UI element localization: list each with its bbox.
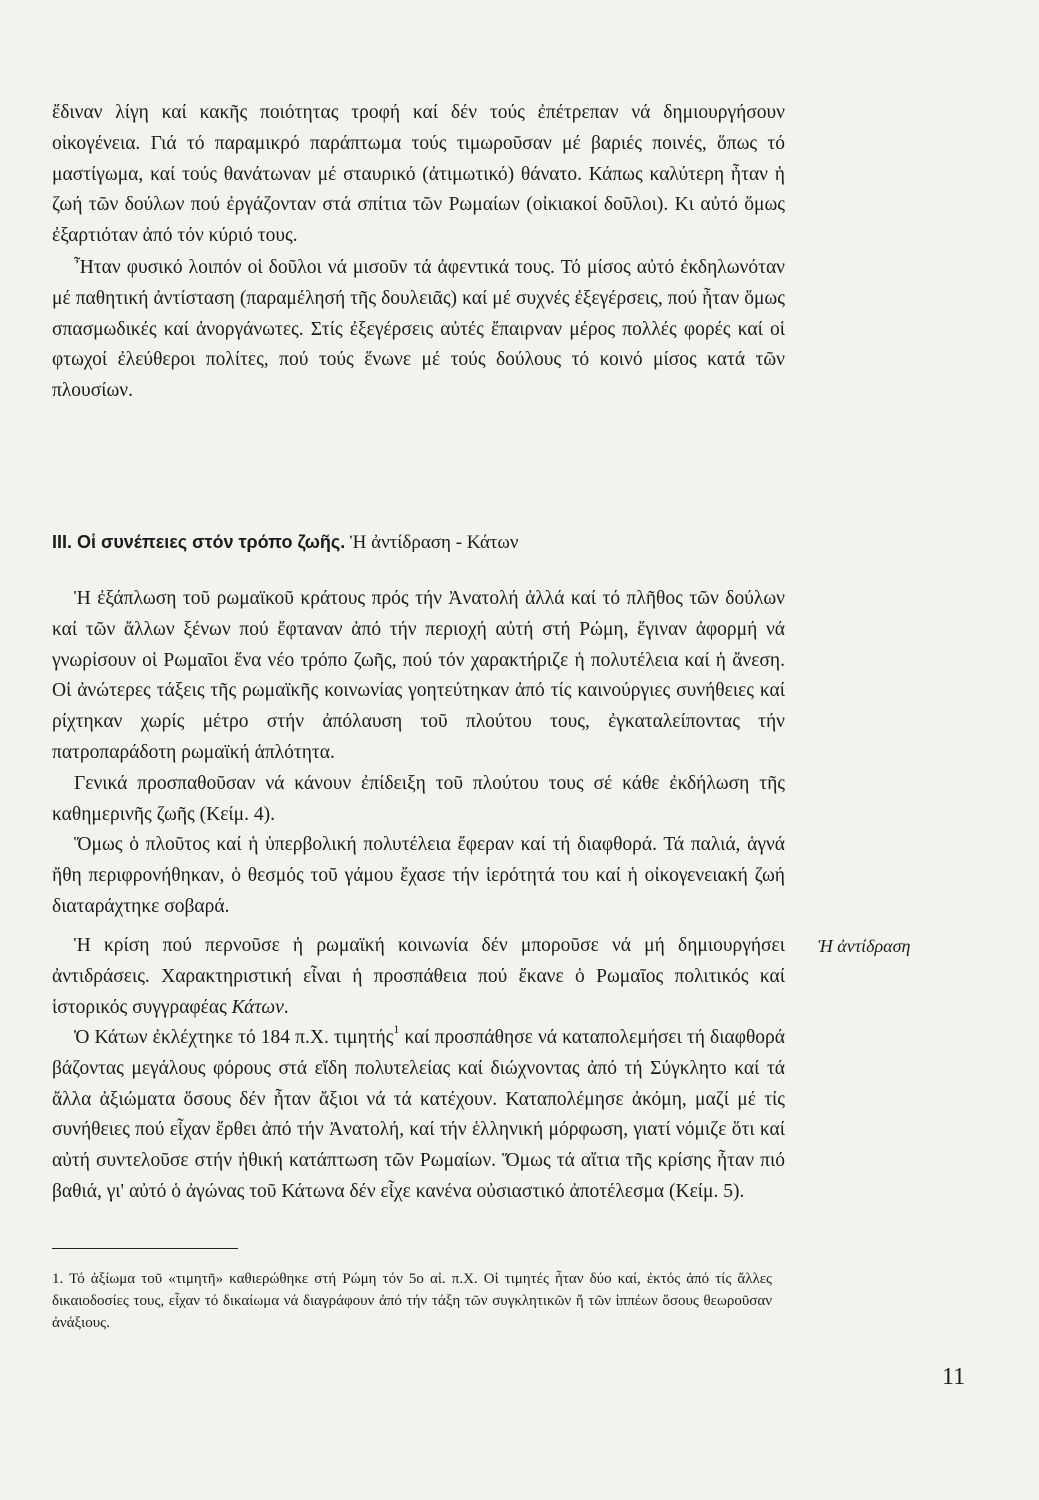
cato-text-rest: καί προσπάθησε νά καταπολεμήσει τή διαφθορά βάζοντας μεγάλους φόρους στά εἴδη πολυτελείας καί διώχνοντας ἀπό τή Σύγκλητο καί τά ἄλλα ἀξιώματα ὅσους δέν ἦταν ἄξιοι νά τά κατέχουν. Καταπολέμησε ἀκόμη, μαζί μέ τίς συνήθειες πού εἶχαν ἔρθει ἀπό τήν Ἀνατολή, καί τήν ἑλληνική μόρφωση, γιατί νόμιζε ὅτι καί αὐτή συντελοῦσε στήν ἠθική κατάπτωση τῶν Ρωμαίων. Ὅμως τά αἴτια τῆς κρίσης ἦταν πιό βαθιά, γι' αὐτό ὁ ἀγώνας τοῦ Κάτωνα δέν εἶχε κανένα οὐσιαστικό ἀποτέλεσμα (Κείμ. 5). xyxy=(52,1027,786,1202)
footnote xyxy=(52,1268,772,1334)
section-heading-rest: Ἡ ἀντίδραση - Κάτων xyxy=(345,532,519,553)
cato-name: Κάτων xyxy=(231,996,284,1018)
footnote-divider xyxy=(52,1248,238,1249)
footnote-text: Τό ἀξίωμα τοῦ «τιμητῆ» καθιερώθηκε στή Ρώμη τόν 5ο αἰ. π.Χ. Οἱ τιμητές ἦταν δύο καί, ἐκτός ἀπό τίς ἄλλες δικαιοδοσίες τους, εἶχαν τό δικαίωμα νά διαγράφουν ἀπό τήν τάξη τῶν συγκλητικῶν ἤ τῶν ἱππέων ὅσους θεωροῦσαν ἀνάξιους. xyxy=(52,1271,772,1331)
paragraph-corruption: Ὅμως ὁ πλοῦτος καί ἡ ὑπερβολική πολυτέλεια ἔφεραν καί τή διαφθορά. Τά παλιά, ἁγνά ἤθη περιφρονήθηκαν, ὁ θεσμός τοῦ γάμου ἔχασε τήν ἱερότητά του καί ἡ οἰκογενειακή ζωή διαταράχτηκε σοβαρά. xyxy=(52,834,785,917)
cato-text-start: Ὁ Κάτων ἐκλέχτηκε τό 184 π.Χ. τιμητής xyxy=(74,1027,394,1048)
margin-note: Ἡ ἀντίδραση xyxy=(818,936,911,956)
page-number: 11 xyxy=(942,1364,966,1390)
footnote-number: 1. xyxy=(52,1271,64,1287)
paragraph-display-wealth: Γενικά προσπαθοῦσαν νά κάνουν ἐπίδειξη τοῦ πλούτου τους σέ κάθε ἐκδήλωση τῆς καθημερινῆς ζωῆς (Κείμ. 4). xyxy=(52,773,785,825)
paragraph-slaves-treatment: ἔδιναν λίγη καί κακῆς ποιότητας τροφή καί δέν τούς ἐπέτρεπαν νά δημιουργήσουν οἰκογένεια. Γιά τό παραμικρό παράπτωμα τούς τιμωροῦσαν μέ βαριές ποινές, ὅπως τό μαστίγωμα, καί τούς θανάτωναν μέ σταυρικό (ἀτιμωτικό) θάνατο. Κάπως καλύτερη ἦταν ἡ ζωή τῶν δούλων πού ἐργάζονταν στά σπίτια τῶν Ρωμαίων (οἰκιακοί δοῦλοι). Κι αὐτό ὅμως ἐξαρτιόταν ἀπό τόν κύριό τους. xyxy=(52,102,785,247)
paragraph-cato xyxy=(52,1023,785,1208)
reaction-text: Ἡ κρίση πού περνοῦσε ἡ ρωμαϊκή κοινωνία δέν μποροῦσε νά μή δημιουργήσει ἀντιδράσεις. Χαρακτηριστική εἶναι ἡ προσπάθεια πού ἔκανε ὁ Ρωμαῖος πολιτικός καί ἱστορικός συγγραφέας xyxy=(52,935,785,1018)
paragraph-expansion: Ἡ ἐξάπλωση τοῦ ρωμαϊκοῦ κράτους πρός τήν Ἀνατολή ἀλλά καί τό πλῆθος τῶν δούλων καί τῶν ἄλλων ξένων πού ἔφταναν ἀπό τήν περιοχή αὐτή στή Ρώμη, ἔγιναν ἀφορμή νά γνωρίσουν οἱ Ρωμαῖοι ἕνα νέο τρόπο ζωῆς, πού τόν χαρακτήριζε ἡ πολυτέλεια καί ἡ ἄνεση. Οἱ ἀνώτερες τάξεις τῆς ρωμαϊκῆς κοινωνίας γοητεύτηκαν ἀπό τίς καινούργιες συνήθειες καί ρίχτηκαν χωρίς μέτρο στήν ἀπόλαυση τοῦ πλούτου τους, ἐγκαταλείποντας τήν πατροπαράδοτη ρωμαϊκή ἁπλότητα. xyxy=(52,588,785,763)
section-heading xyxy=(52,528,785,557)
section-heading-number: III. Οἱ συνέπειες στόν τρόπο ζωῆς. xyxy=(52,532,346,552)
footnote-ref: 1 xyxy=(393,1022,400,1036)
reaction-end: . xyxy=(283,996,289,1018)
paragraph-slaves-hatred: Ἦταν φυσικό λοιπόν οἱ δοῦλοι νά μισοῦν τά ἀφεντικά τους. Τό μίσος αὐτό ἐκδηλωνόταν μέ παθητική ἀντίσταση (παραμέλησή τῆς δουλειᾶς) καί μέ συχνές ἐξεγέρσεις, πού ἦταν ὅμως σπασμωδικές καί ἀνοργάνωτες. Στίς ἐξεγέρσεις αὐτές ἔπαιρναν μέρος πολλές φορές καί οἱ φτωχοί ἐλεύθεροι πολίτες, πού τούς ἕνωνε μέ τούς δούλους τό κοινό μίσος κατά τῶν πλουσίων. xyxy=(52,257,785,402)
paragraph-reaction xyxy=(52,931,785,1023)
